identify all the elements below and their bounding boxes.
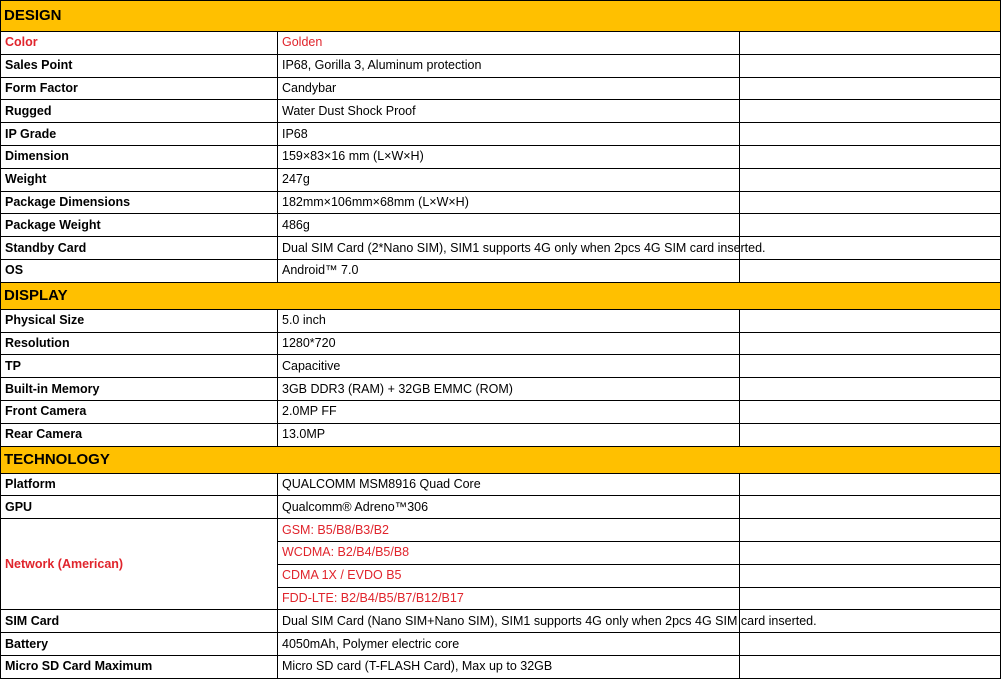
spec-row [1,237,1001,260]
spec-label: Dimension [1,145,278,168]
spec-label: Resolution [1,332,278,355]
spec-value: 3GB DDR3 (RAM) + 32GB EMMC (ROM) [278,378,740,401]
spec-label: Form Factor [1,77,278,100]
network-band-value: GSM: B5/B8/B3/B2 [278,519,740,542]
spec-empty-cell [740,587,1001,610]
spec-row [1,378,1001,401]
spec-value: Dual SIM Card (Nano SIM+Nano SIM), SIM1 supports 4G only when 2pcs 4G SIM card inserted. [278,610,740,633]
spec-value: 159×83×16 mm (L×W×H) [278,145,740,168]
spec-row [1,259,1001,282]
spec-label: IP Grade [1,123,278,146]
spec-empty-cell [740,77,1001,100]
spec-value: 1280*720 [278,332,740,355]
spec-row [1,423,1001,446]
spec-empty-cell [740,332,1001,355]
spec-value: Android™ 7.0 [278,259,740,282]
spec-value: 5.0 inch [278,309,740,332]
spec-value: 4050mAh, Polymer electric core [278,633,740,656]
spec-empty-cell [740,123,1001,146]
spec-row [1,473,1001,496]
section-title: DESIGN [1,1,1001,32]
spec-empty-cell [740,309,1001,332]
spec-empty-cell [740,378,1001,401]
spec-label: Platform [1,473,278,496]
spec-row [1,309,1001,332]
spec-empty-cell [740,541,1001,564]
spec-label: OS [1,259,278,282]
spec-label: Color [1,32,278,55]
spec-value: IP68, Gorilla 3, Aluminum protection [278,54,740,77]
spec-row [1,655,1001,678]
spec-label: Sales Point [1,54,278,77]
section-title: DISPLAY [1,282,1001,309]
spec-empty-cell [740,655,1001,678]
spec-row [1,191,1001,214]
spec-row [1,355,1001,378]
spec-label: Weight [1,168,278,191]
spec-row [1,496,1001,519]
spec-row [1,633,1001,656]
spec-empty-cell [740,473,1001,496]
network-band-value: FDD-LTE: B2/B4/B5/B7/B12/B17 [278,587,740,610]
network-band-value: WCDMA: B2/B4/B5/B8 [278,541,740,564]
spec-empty-cell [740,168,1001,191]
spec-empty-cell [740,400,1001,423]
spec-row [1,77,1001,100]
spec-label: Battery [1,633,278,656]
spec-label: Rugged [1,100,278,123]
spec-empty-cell [740,423,1001,446]
spec-empty-cell [740,564,1001,587]
spec-value: QUALCOMM MSM8916 Quad Core [278,473,740,496]
spec-value: Dual SIM Card (2*Nano SIM), SIM1 supports 4G only when 2pcs 4G SIM card inserted. [278,237,740,260]
section-header [1,282,1001,309]
spec-value: 182mm×106mm×68mm (L×W×H) [278,191,740,214]
spec-value: 247g [278,168,740,191]
spec-value: Qualcomm® Adreno™306 [278,496,740,519]
spec-empty-cell [740,496,1001,519]
spec-value: Micro SD card (T-FLASH Card), Max up to 32GB [278,655,740,678]
spec-empty-cell [740,54,1001,77]
spec-label: Front Camera [1,400,278,423]
spec-label: Physical Size [1,309,278,332]
spec-empty-cell [740,237,1001,260]
spec-label: SIM Card [1,610,278,633]
spec-row [1,400,1001,423]
spec-row [1,100,1001,123]
network-label: Network (American) [1,519,278,610]
spec-value: Candybar [278,77,740,100]
spec-empty-cell [740,355,1001,378]
spec-row [1,168,1001,191]
spec-row [1,610,1001,633]
section-header [1,446,1001,473]
spec-value: 2.0MP FF [278,400,740,423]
spec-empty-cell [740,519,1001,542]
spec-empty-cell [740,214,1001,237]
spec-label: Built-in Memory [1,378,278,401]
section-title: TECHNOLOGY [1,446,1001,473]
spec-empty-cell [740,100,1001,123]
spec-value: 486g [278,214,740,237]
spec-label: Micro SD Card Maximum [1,655,278,678]
spec-label: Rear Camera [1,423,278,446]
spec-empty-cell [740,191,1001,214]
spec-row [1,214,1001,237]
spec-label: Standby Card [1,237,278,260]
spec-value: 13.0MP [278,423,740,446]
spec-row [1,32,1001,55]
section-header [1,1,1001,32]
spec-row [1,54,1001,77]
spec-value: Golden [278,32,740,55]
spec-empty-cell [740,145,1001,168]
spec-empty-cell [740,32,1001,55]
spec-empty-cell [740,633,1001,656]
spec-value: IP68 [278,123,740,146]
spec-empty-cell [740,259,1001,282]
spec-label: Package Weight [1,214,278,237]
network-row [1,519,1001,542]
spec-value: Capacitive [278,355,740,378]
spec-row [1,123,1001,146]
spec-value: Water Dust Shock Proof [278,100,740,123]
network-band-value: CDMA 1X / EVDO B5 [278,564,740,587]
spec-label: Package Dimensions [1,191,278,214]
spec-table-body [1,1,1001,679]
spec-row [1,145,1001,168]
spec-label: TP [1,355,278,378]
spec-label: GPU [1,496,278,519]
spec-row [1,332,1001,355]
